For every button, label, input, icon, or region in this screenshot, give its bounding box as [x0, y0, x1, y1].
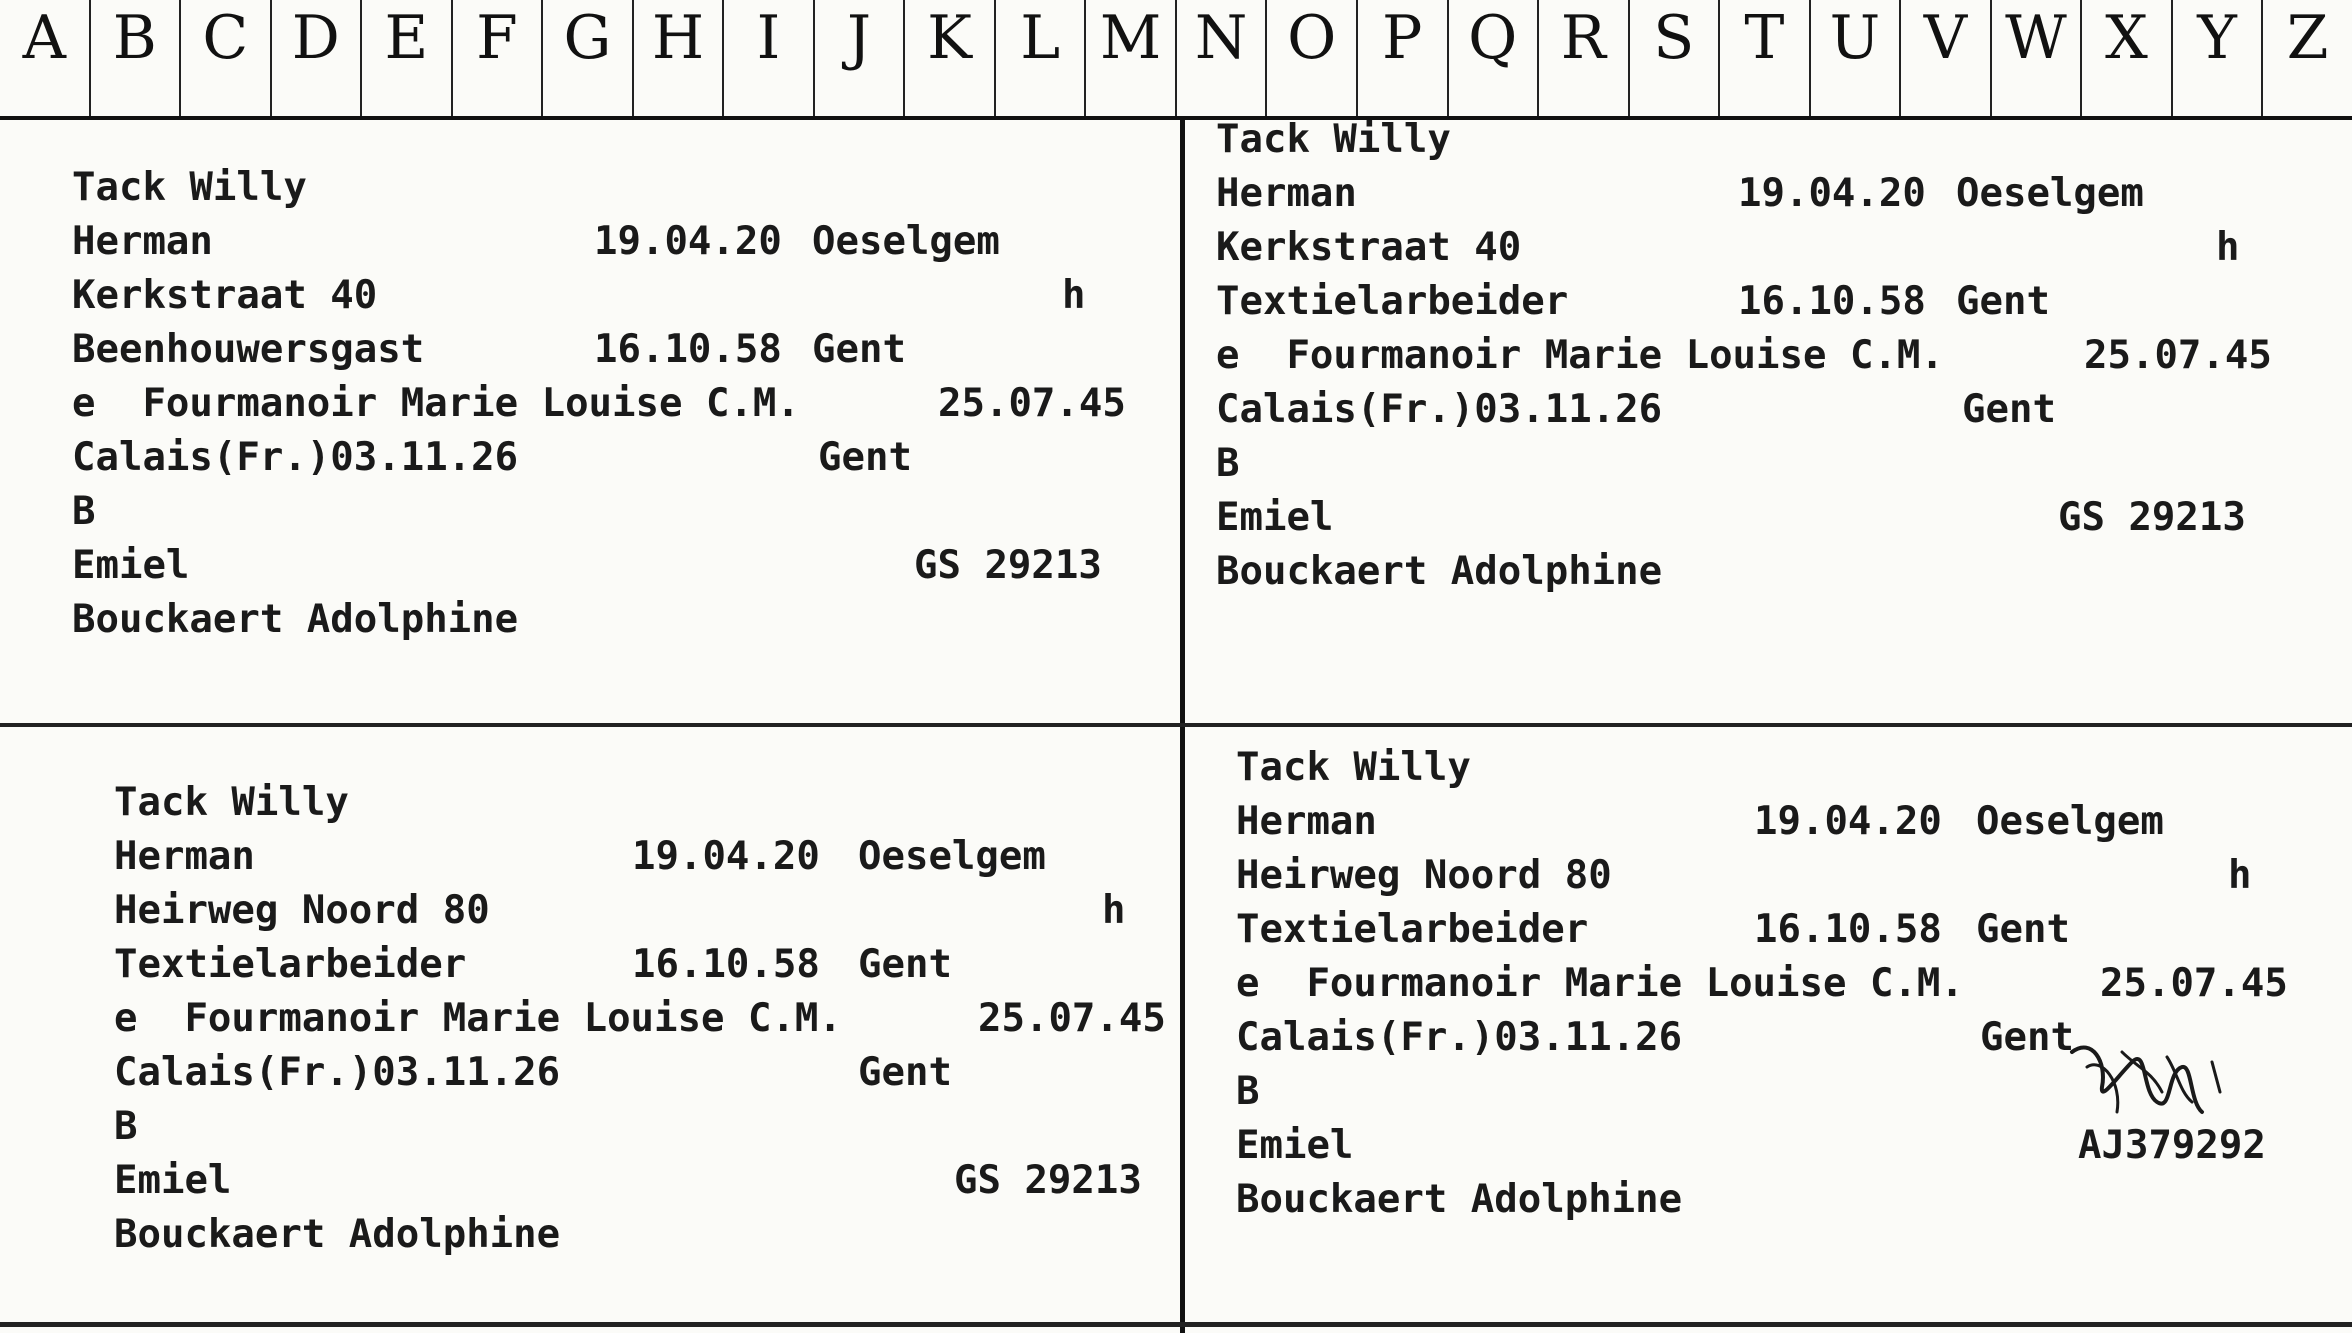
card-reg-place: Gent [858, 942, 952, 987]
card-marriage-date: 25.07.45 [2084, 333, 2272, 378]
card-name: Tack Willy [1216, 117, 1451, 162]
card-occupation: Textielarbeider [1216, 279, 1569, 324]
card-marker: h [1102, 888, 1126, 933]
handwritten-signature [2062, 1032, 2232, 1142]
alphabet-letter-j: J [815, 0, 906, 116]
card-birth-date: 19.04.20 [632, 834, 820, 879]
card-occupation: Textielarbeider [114, 942, 467, 987]
alphabet-letter-u: U [1811, 0, 1902, 116]
alphabet-letter-o: O [1267, 0, 1358, 116]
card-spouse-birth: Calais(Fr.)03.11.26 [1236, 1015, 1683, 1060]
alphabet-letter-q: Q [1449, 0, 1540, 116]
record-card-4 [1236, 745, 2288, 1243]
alphabet-letter-f: F [453, 0, 544, 116]
card-mother: Bouckaert Adolphine [1236, 1177, 1683, 1222]
card-birth-date: 19.04.20 [1754, 799, 1942, 844]
card-mother: Bouckaert Adolphine [72, 597, 519, 642]
card-father: Emiel [1216, 495, 1334, 540]
card-reg-date: 16.10.58 [594, 327, 782, 372]
alphabet-letter-n: N [1177, 0, 1268, 116]
alphabet-letter-t: T [1720, 0, 1811, 116]
card-marriage-date: 25.07.45 [978, 996, 1166, 1041]
card-spouse-place: Gent [818, 435, 912, 480]
card-first-name: Herman [72, 219, 213, 264]
card-divider-horizontal [0, 723, 2352, 727]
card-reg-date: 16.10.58 [1738, 279, 1926, 324]
card-reg-date: 16.10.58 [1754, 907, 1942, 952]
card-birth-place: Oeselgem [812, 219, 1000, 264]
alphabet-letter-i: I [724, 0, 815, 116]
card-spouse: e Fourmanoir Marie Louise C.M. [114, 996, 842, 1041]
alphabet-index-strip [0, 0, 2352, 120]
alphabet-letter-d: D [272, 0, 363, 116]
alphabet-letter-l: L [996, 0, 1087, 116]
card-spouse-place: Gent [1980, 1015, 2074, 1060]
card-letter: B [1236, 1069, 1260, 1114]
card-doc-number: AJ379292 [2078, 1123, 2266, 1168]
alphabet-letter-g: G [543, 0, 634, 116]
card-address: Kerkstraat 40 [1216, 225, 1522, 270]
alphabet-letter-z: Z [2286, 3, 2329, 73]
card-marker: h [1062, 273, 1086, 318]
alphabet-letter-y: Y [2173, 0, 2264, 116]
card-letter: B [1216, 441, 1240, 486]
card-marker: h [2216, 225, 2240, 270]
alphabet-letter-x: X [2082, 0, 2173, 116]
record-card-1 [72, 165, 1126, 663]
card-first-name: Herman [1236, 799, 1377, 844]
card-birth-place: Oeselgem [1976, 799, 2164, 844]
card-divider-bottom [0, 1322, 2352, 1327]
card-birth-place: Oeselgem [858, 834, 1046, 879]
alphabet-letter-b: B [91, 0, 182, 116]
record-card-3 [114, 780, 1166, 1278]
card-father: Emiel [72, 543, 190, 588]
card-address: Heirweg Noord 80 [114, 888, 490, 933]
card-name: Tack Willy [1236, 745, 1471, 790]
card-name: Tack Willy [114, 780, 349, 825]
alphabet-letter-w: W [1992, 0, 2083, 116]
card-father: Emiel [114, 1158, 232, 1203]
alphabet-letter-h: H [634, 0, 725, 116]
card-doc-number: GS 29213 [954, 1158, 1142, 1203]
card-father: Emiel [1236, 1123, 1354, 1168]
card-spouse-place: Gent [1962, 387, 2056, 432]
card-spouse: e Fourmanoir Marie Louise C.M. [72, 381, 800, 426]
card-birth-date: 19.04.20 [1738, 171, 1926, 216]
alphabet-letter-s: S [1630, 0, 1721, 116]
card-letter: B [114, 1104, 138, 1149]
card-birth-place: Oeselgem [1956, 171, 2144, 216]
card-mother: Bouckaert Adolphine [1216, 549, 1663, 594]
card-spouse-birth: Calais(Fr.)03.11.26 [114, 1050, 561, 1095]
alphabet-letter-e: E [362, 0, 453, 116]
card-reg-place: Gent [812, 327, 906, 372]
card-name: Tack Willy [72, 165, 307, 210]
card-letter: B [72, 489, 96, 534]
card-occupation: Beenhouwersgast [72, 327, 425, 372]
card-doc-number: GS 29213 [914, 543, 1102, 588]
card-spouse: e Fourmanoir Marie Louise C.M. [1236, 961, 1964, 1006]
card-occupation: Textielarbeider [1236, 907, 1589, 952]
card-address: Heirweg Noord 80 [1236, 853, 1612, 898]
card-birth-date: 19.04.20 [594, 219, 782, 264]
card-reg-place: Gent [1976, 907, 2070, 952]
alphabet-letter-c: C [181, 0, 272, 116]
card-address: Kerkstraat 40 [72, 273, 378, 318]
card-spouse-birth: Calais(Fr.)03.11.26 [1216, 387, 1663, 432]
card-marriage-date: 25.07.45 [2100, 961, 2288, 1006]
card-doc-number: GS 29213 [2058, 495, 2246, 540]
card-mother: Bouckaert Adolphine [114, 1212, 561, 1257]
alphabet-letter-r: R [1539, 0, 1630, 116]
record-card-2 [1216, 117, 2272, 615]
card-spouse-birth: Calais(Fr.)03.11.26 [72, 435, 519, 480]
card-marker: h [2228, 853, 2252, 898]
card-first-name: Herman [114, 834, 255, 879]
card-spouse-place: Gent [858, 1050, 952, 1095]
card-reg-place: Gent [1956, 279, 2050, 324]
card-marriage-date: 25.07.45 [938, 381, 1126, 426]
alphabet-letter-a: A [0, 0, 91, 116]
card-reg-date: 16.10.58 [632, 942, 820, 987]
card-first-name: Herman [1216, 171, 1357, 216]
card-spouse: e Fourmanoir Marie Louise C.M. [1216, 333, 1944, 378]
alphabet-letter-v: V [1901, 0, 1992, 116]
alphabet-letter-m: M [1086, 0, 1177, 116]
alphabet-letter-p: P [1358, 0, 1449, 116]
alphabet-letter-k: K [905, 0, 996, 116]
